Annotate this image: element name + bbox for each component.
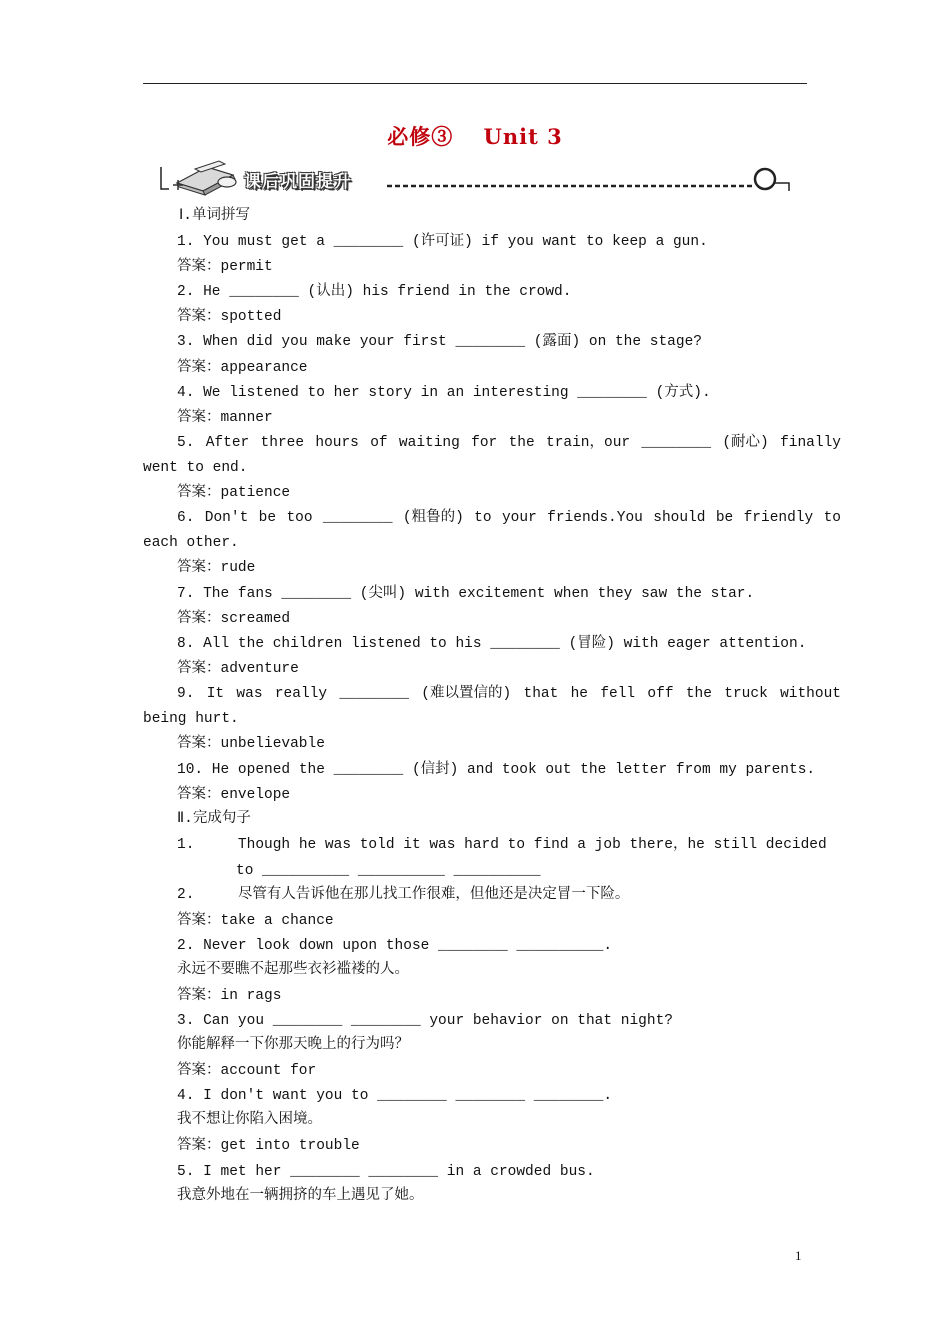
text-line: 答案：patience: [177, 485, 291, 501]
text-line: 答案：envelope: [177, 787, 291, 803]
text-line: 8. All the children listened to his ________ (冒险) with eager attention.: [177, 636, 807, 652]
text-line: 4. I don't want you to ________ ________ ________.: [177, 1088, 613, 1104]
text-line: 3. Can you ________ ________ your behavior on that night?: [177, 1013, 673, 1029]
text-line: to __________ __________ __________: [236, 863, 541, 879]
text-line: went to end.: [143, 460, 248, 476]
text-line: 我意外地在一辆拥挤的车上遇见了她。: [177, 1188, 424, 1204]
text-line: 答案：get into trouble: [177, 1138, 360, 1154]
header-rule: [143, 83, 807, 84]
text-line: 5. After three hours of waiting for the train，our ________ (耐心) finally: [177, 435, 841, 451]
text-line: 我不想让你陷入困境。: [177, 1112, 322, 1128]
text-line: 10. He opened the ________ (信封) and took out the letter from my parents.: [177, 762, 816, 778]
text-line: 6. Don't be too ________ (粗鲁的) to your friends.You should be friendly to: [177, 510, 841, 526]
section-banner-label: 课后巩固提升: [244, 172, 352, 192]
text-line: 答案：adventure: [177, 661, 299, 677]
text-line: 1. Though he was told it was hard to find a job there，he still decided: [177, 837, 827, 853]
text-line: 答案：spotted: [177, 309, 282, 325]
text-line: 答案：account for: [177, 1063, 317, 1079]
text-line: 2. 尽管有人告诉他在那儿找工作很难，但他还是决定冒一下险。: [177, 887, 630, 903]
text-line: 答案：permit: [177, 259, 273, 275]
text-line: 答案：take a chance: [177, 913, 334, 929]
text-line: 答案：rude: [177, 560, 256, 576]
text-line: Ⅱ.完成句子: [177, 811, 251, 827]
text-line: 2. He ________ (认出) his friend in the crowd.: [177, 284, 572, 300]
text-line: 9. It was really ________ (难以置信的) that he fell off the truck without: [177, 686, 841, 702]
text-line: 答案：appearance: [177, 360, 308, 376]
text-line: 答案：screamed: [177, 611, 291, 627]
text-line: 你能解释一下你那天晚上的行为吗？: [177, 1037, 409, 1053]
text-line: 2. Never look down upon those ________ __________.: [177, 938, 613, 954]
text-line: being hurt.: [143, 711, 239, 727]
text-line: each other.: [143, 535, 239, 551]
book-icon: [173, 161, 236, 195]
text-line: 7. The fans ________ (尖叫) with excitement when they saw the star.: [177, 586, 755, 602]
text-line: 3. When did you make your first ________ (露面) on the stage?: [177, 334, 702, 350]
text-line: 答案：manner: [177, 410, 273, 426]
page-title: 必修③ Unit 3: [387, 124, 563, 149]
text-line: 永远不要瞧不起那些衣衫褴褛的人。: [177, 962, 409, 978]
text-line: 1. You must get a ________ (许可证) if you want to keep a gun.: [177, 234, 708, 250]
text-line: Ⅰ.单词拼写: [179, 208, 250, 224]
page-number: 1: [795, 1248, 802, 1263]
text-line: 答案：unbelievable: [177, 736, 325, 752]
text-line: 答案：in rags: [177, 988, 282, 1004]
text-line: 4. We listened to her story in an interesting ________ (方式).: [177, 385, 711, 401]
text-line: 5. I met her ________ ________ in a crowded bus.: [177, 1164, 595, 1180]
